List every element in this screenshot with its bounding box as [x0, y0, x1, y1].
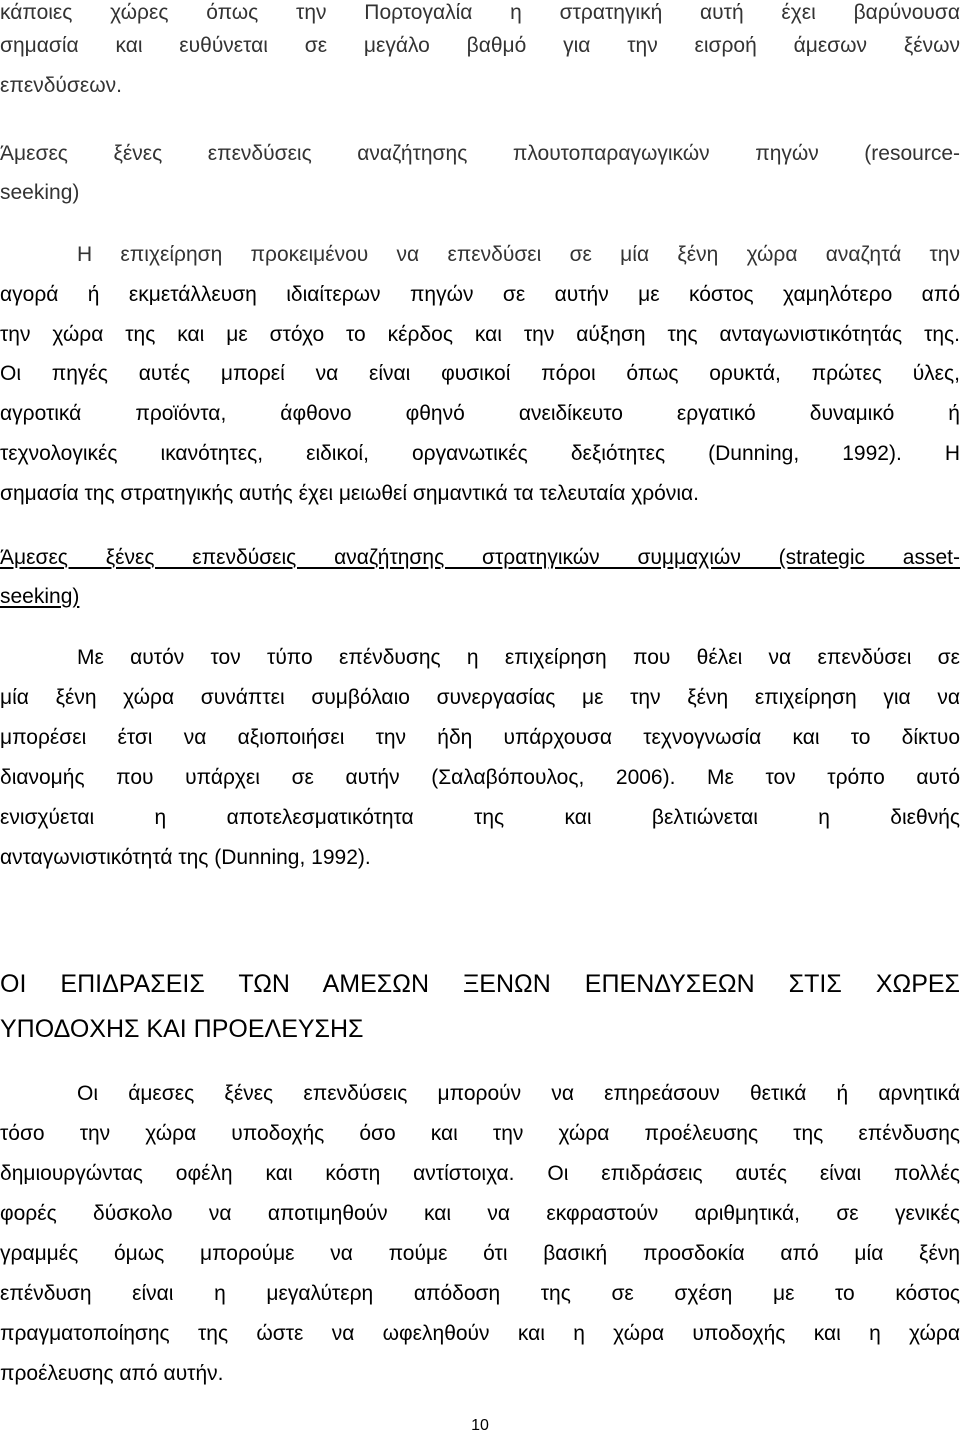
paragraph-line: μία ξένη χώρα συνάπτει συμβόλαιο συνεργασίας με την ξένη επιχείρηση για να: [0, 686, 960, 709]
paragraph-line: Οι πηγές αυτές μπορεί να είναι φυσικοί πόροι όπως ορυκτά, πρώτες ύλες,: [0, 362, 960, 385]
intro-line: κάποιες χώρες όπως την Πορτογαλία η στρατηγική αυτή έχει βαρύνουσα: [0, 1, 960, 24]
intro-line: επενδύσεων.: [0, 74, 122, 97]
page-number: 10: [471, 1417, 489, 1434]
intro-line: σημασία και ευθύνεται σε μεγάλο βαθμό για την εισροή άμεσων ξένων: [0, 34, 960, 57]
paragraph-line: προέλευσης από αυτήν.: [0, 1362, 224, 1385]
paragraph-line: Με αυτόν τον τύπο επένδυσης η επιχείρηση που θέλει να επενδύσει σε: [77, 646, 960, 669]
section-heading-line: ΥΠΟΔΟΧΗΣ ΚΑΙ ΠΡΟΕΛΕΥΣΗΣ: [0, 1015, 364, 1043]
heading-line: Άμεσες ξένες επενδύσεις αναζήτησης πλουτοπαραγωγικών πηγών (resource-: [0, 142, 960, 165]
paragraph-line: αγροτικά προϊόντα, άφθονο φθηνό ανειδίκευτο εργατικό δυναμικό ή: [0, 402, 960, 425]
paragraph-line: μπορέσει έτσι να αξιοποιήσει την ήδη υπάρχουσα τεχνογνωσία και το δίκτυο: [0, 726, 960, 749]
paragraph-line: τεχνολογικές ικανότητες, ειδικοί, οργανωτικές δεξιότητες (Dunning, 1992). Η: [0, 442, 960, 465]
paragraph-line: τόσο την χώρα υποδοχής όσο και την χώρα προέλευσης της επένδυσης: [0, 1122, 960, 1145]
heading-line: Άμεσες ξένες επενδύσεις αναζήτησης στρατηγικών συμμαχιών (strategic asset-: [0, 546, 960, 569]
paragraph-line: Οι άμεσες ξένες επενδύσεις μπορούν να επηρεάσουν θετικά ή αρνητικά: [77, 1082, 960, 1105]
paragraph-line: επένδυση είναι η μεγαλύτερη απόδοση της σε σχέση με το κόστος: [0, 1282, 960, 1305]
paragraph-line: ενισχύεται η αποτελεσματικότητα της και βελτιώνεται η διεθνής: [0, 806, 960, 829]
section-heading-line: ΟΙ ΕΠΙΔΡΑΣΕΙΣ ΤΩΝ ΑΜΕΣΩΝ ΞΕΝΩΝ ΕΠΕΝΔΥΣΕΩΝ ΣΤΙΣ ΧΩΡΕΣ: [0, 970, 960, 998]
paragraph-line: πραγματοποίησης της ώστε να ωφεληθούν και η χώρα υποδοχής και η χώρα: [0, 1322, 960, 1345]
paragraph-line: γραμμές όμως μπορούμε να πούμε ότι βασική προσδοκία από μία ξένη: [0, 1242, 960, 1265]
heading-line: seeking): [0, 585, 80, 608]
paragraph-line: ανταγωνιστικότητά της (Dunning, 1992).: [0, 846, 371, 869]
paragraph-line: φορές δύσκολο να αποτιμηθούν και να εκφραστούν αριθμητικά, σε γενικές: [0, 1202, 960, 1225]
paragraph-line: την χώρα της και με στόχο το κέρδος και την αύξηση της ανταγωνιστικότητάς της.: [0, 323, 960, 346]
paragraph-line: αγορά ή εκμετάλλευση ιδιαίτερων πηγών σε αυτήν με κόστος χαμηλότερο από: [0, 283, 960, 306]
paragraph-line: διανομής που υπάρχει σε αυτήν (Σαλαβόπουλος, 2006). Με τον τρόπο αυτό: [0, 766, 960, 789]
paragraph-line: δημιουργώντας οφέλη και κόστη αντίστοιχα. Οι επιδράσεις αυτές είναι πολλές: [0, 1162, 960, 1185]
paragraph-line: σημασία της στρατηγικής αυτής έχει μειωθεί σημαντικά τα τελευταία χρόνια.: [0, 482, 699, 505]
heading-line: seeking): [0, 181, 80, 204]
paragraph-line: Η επιχείρηση προκειμένου να επενδύσει σε μία ξένη χώρα αναζητά την: [77, 243, 960, 266]
